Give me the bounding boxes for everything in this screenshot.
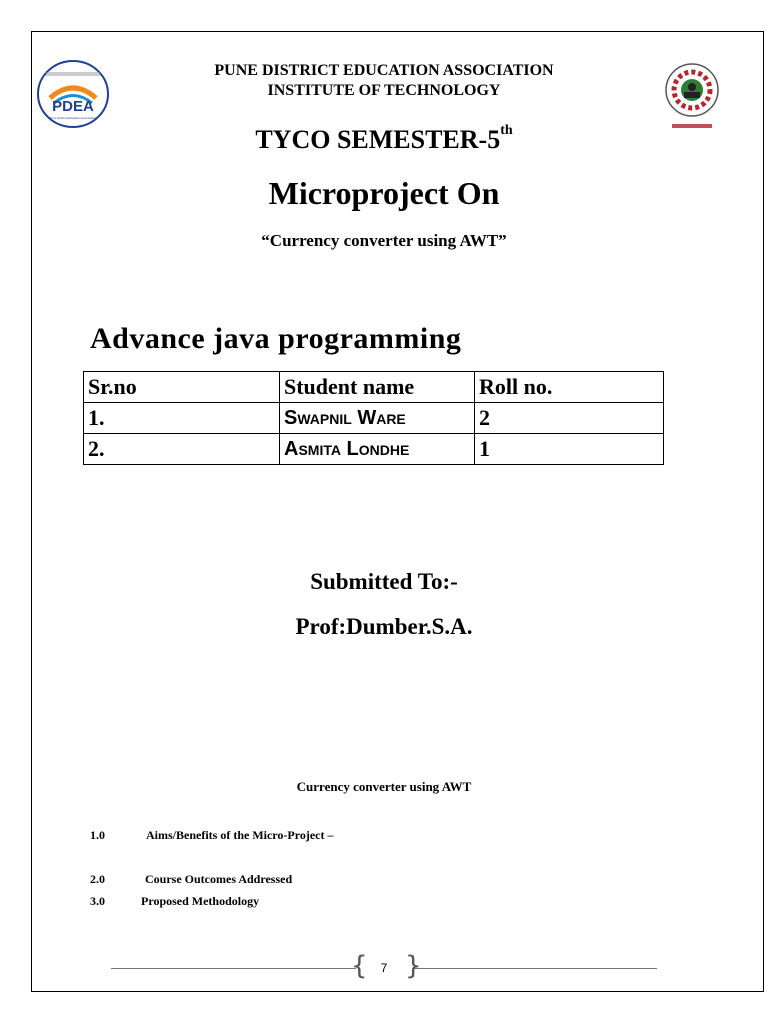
pdea-logo-small-text: Pune District Education Association [49, 116, 97, 120]
cell-srno: 1. [84, 403, 280, 434]
submitted-to-label: Submitted To:- [310, 569, 458, 594]
header-roll-no: Roll no. [475, 372, 664, 403]
toc-number: 3.0 [90, 894, 105, 908]
header-srno: Sr.no [84, 372, 280, 403]
professor-name: Prof:Dumber.S.A. [295, 614, 473, 639]
toc-item: Aims/Benefits of the Micro-Project – [146, 828, 334, 842]
project-title: “Currency converter using AWT” [261, 231, 507, 250]
toc-number: 1.0 [90, 828, 105, 842]
footer-rule-left [111, 968, 356, 969]
header-student-name: Student name [280, 372, 475, 403]
semester-heading [0, 125, 768, 155]
semester-sup: th [500, 123, 513, 139]
table-row [84, 434, 664, 465]
student-table [83, 371, 664, 465]
pdea-logo-text: PDEA [52, 98, 94, 115]
toc-item: Course Outcomes Addressed [145, 872, 293, 886]
left-brace-icon: { [351, 951, 368, 981]
table-row [84, 403, 664, 434]
institute-name: INSTITUTE OF TECHNOLOGY [267, 82, 501, 99]
document-title: Microproject On [268, 175, 500, 211]
semester-text: TYCO SEMESTER-5 [255, 125, 501, 154]
toc-number: 2.0 [90, 872, 105, 886]
cell-student-name: Asmita Londhe [280, 434, 475, 465]
association-name: PUNE DISTRICT EDUCATION ASSOCIATION [214, 62, 554, 79]
cell-student-name: Swapnil Ware [280, 403, 475, 434]
table-header-row [84, 372, 664, 403]
subject-heading: Advance java programming [90, 322, 462, 355]
footer-rule-right [414, 968, 657, 969]
section-title: Currency converter using AWT [296, 779, 472, 794]
cell-srno: 2. [84, 434, 280, 465]
cell-roll-no: 2 [475, 403, 664, 434]
page-number: 7 [380, 961, 388, 975]
right-brace-icon: } [405, 951, 422, 981]
toc-item: Proposed Methodology [141, 894, 260, 908]
cell-roll-no: 1 [475, 434, 664, 465]
